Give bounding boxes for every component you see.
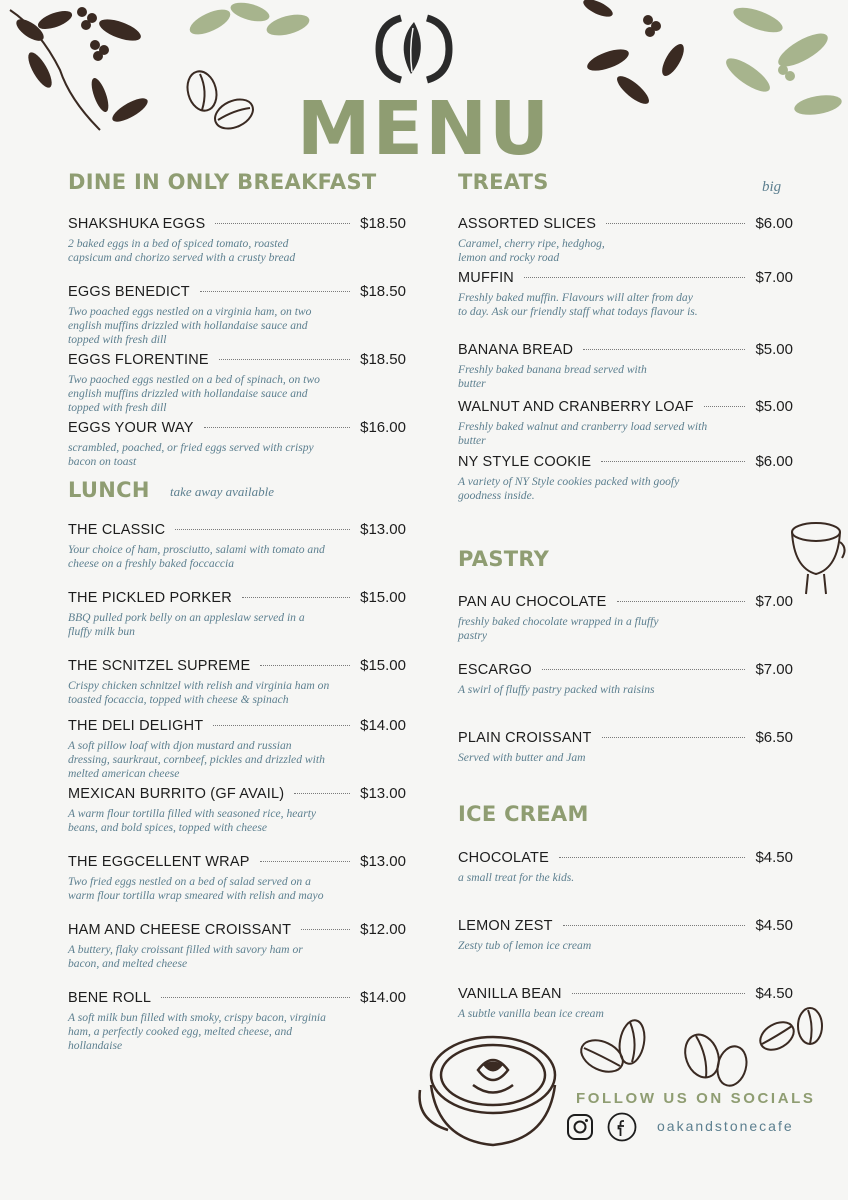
- item-name: THE EGGCELLENT WRAP: [68, 854, 250, 870]
- item-name: CHOCOLATE: [458, 850, 549, 866]
- instagram-icon[interactable]: [566, 1113, 594, 1141]
- espresso-cup-illustration: [786, 518, 848, 598]
- item-name: ASSORTED SLICES: [458, 216, 597, 232]
- item-price: $4.50: [755, 849, 793, 866]
- item-price: $7.00: [755, 661, 793, 678]
- item-price: $6.00: [755, 215, 793, 232]
- green-leaves-illustration-top-left: [180, 0, 320, 55]
- item-description: freshly baked chocolate wrapped in a fluffy pastry: [458, 615, 659, 642]
- ice-cream-heading: ICE CREAM: [458, 802, 589, 826]
- menu-item: [68, 351, 406, 415]
- menu-item: [68, 283, 406, 347]
- leader-dots: [572, 993, 746, 994]
- menu-item: [458, 985, 793, 1021]
- item-description: Served with butter and Jam: [458, 751, 586, 764]
- leader-dots: [617, 601, 746, 602]
- leader-dots: [242, 597, 350, 598]
- item-description: BBQ pulled pork belly on an appleslaw served in a fluffy milk bun: [68, 611, 305, 638]
- menu-item: [68, 589, 406, 639]
- menu-item: [68, 853, 406, 903]
- item-name: EGGS YOUR WAY: [68, 420, 194, 436]
- item-description: Freshly baked banana bread served with butter: [458, 363, 647, 390]
- item-price: $7.00: [755, 593, 793, 610]
- item-name: PLAIN CROISSANT: [458, 730, 592, 746]
- menu-item: [458, 453, 793, 503]
- item-description: A variety of NY Style cookies packed with goofy goodness inside.: [458, 475, 680, 502]
- menu-item: [458, 215, 793, 265]
- item-name: WALNUT AND CRANBERRY LOAF: [458, 399, 694, 415]
- menu-title: MENU: [296, 86, 552, 172]
- item-description: Crispy chicken schnitzel with relish and virginia ham on toasted focaccia, topped with cheese & spinach: [68, 679, 330, 706]
- leader-dots: [213, 725, 350, 726]
- item-price: $6.00: [755, 453, 793, 470]
- item-name: PAN AU CHOCOLATE: [458, 594, 607, 610]
- menu-item: [68, 657, 406, 707]
- item-price: $15.00: [360, 589, 406, 606]
- leader-dots: [219, 359, 350, 360]
- item-description: Freshly baked muffin. Flavours will alter from day to day. Ask our friendly staff what todays flavour is.: [458, 291, 698, 318]
- leader-dots: [704, 406, 746, 407]
- item-name: MEXICAN BURRITO (GF AVAIL): [68, 786, 285, 802]
- leaf-logo-icon: [375, 14, 453, 84]
- menu-item: [458, 661, 793, 697]
- item-description: Freshly baked walnut and cranberry load served with butter: [458, 420, 708, 447]
- menu-item: [458, 917, 793, 953]
- item-description: a small treat for the kids.: [458, 871, 575, 884]
- leader-dots: [601, 461, 745, 462]
- item-description: Zesty tub of lemon ice cream: [458, 939, 592, 952]
- item-price: $6.50: [755, 729, 793, 746]
- social-handle[interactable]: oakandstonecafe: [657, 1118, 794, 1134]
- item-price: $5.00: [755, 341, 793, 358]
- item-description: A buttery, flaky croissant filled with savory ham or bacon, and melted cheese: [68, 943, 303, 970]
- item-price: $4.50: [755, 985, 793, 1002]
- menu-item: [458, 269, 793, 319]
- item-description: A swirl of fluffy pastry packed with raisins: [458, 683, 655, 696]
- latte-cup-illustration: [408, 1030, 578, 1155]
- item-description: A warm flour tortilla filled with seasoned rice, hearty beans, and bold spices, topped with cheese: [68, 807, 317, 834]
- item-name: HAM AND CHEESE CROISSANT: [68, 922, 292, 938]
- item-price: $13.00: [360, 853, 406, 870]
- leader-dots: [215, 223, 350, 224]
- menu-item: [68, 717, 406, 781]
- lunch-heading: LUNCH: [68, 478, 150, 502]
- item-name: VANILLA BEAN: [458, 986, 562, 1002]
- item-price: $4.50: [755, 917, 793, 934]
- leader-dots: [175, 529, 350, 530]
- item-description: scrambled, poached, or fried eggs served with crispy bacon on toast: [68, 441, 314, 468]
- item-price: $5.00: [755, 398, 793, 415]
- pastry-heading: PASTRY: [458, 547, 550, 571]
- item-name: EGGS FLORENTINE: [68, 352, 209, 368]
- item-description: A soft pillow loaf with djon mustard and russian dressing, saurkraut, cornbeef, pickles and drizzled with melted american cheese: [68, 739, 325, 780]
- leader-dots: [200, 291, 350, 292]
- item-price: $18.50: [360, 215, 406, 232]
- item-name: THE SCNITZEL SUPREME: [68, 658, 251, 674]
- item-name: BANANA BREAD: [458, 342, 574, 358]
- menu-item: [458, 398, 793, 448]
- item-price: $14.00: [360, 717, 406, 734]
- menu-item: [68, 215, 406, 265]
- item-description: Two fried eggs nestled on a bed of salad served on a warm flour tortilla wrap smeared with relish and mayo: [68, 875, 324, 902]
- item-price: $16.00: [360, 419, 406, 436]
- menu-item: [458, 341, 793, 391]
- leader-dots: [294, 793, 350, 794]
- item-name: THE DELI DELIGHT: [68, 718, 204, 734]
- leader-dots: [542, 669, 746, 670]
- leader-dots: [602, 737, 746, 738]
- leader-dots: [524, 277, 745, 278]
- socials-heading: FOLLOW US ON SOCIALS: [576, 1090, 816, 1107]
- item-name: SHAKSHUKA EGGS: [68, 216, 206, 232]
- item-name: MUFFIN: [458, 270, 514, 286]
- item-name: LEMON ZEST: [458, 918, 553, 934]
- menu-item: [68, 419, 406, 469]
- item-name: THE PICKLED PORKER: [68, 590, 232, 606]
- item-description: Caramel, cherry ripe, hedghog, lemon and rocky road: [458, 237, 605, 264]
- item-description: Two poached eggs nestled on a virginia ham, on two english muffins drizzled with hollandaise sauce and topped with fresh dill: [68, 305, 312, 346]
- item-price: $7.00: [755, 269, 793, 286]
- item-name: BENE ROLL: [68, 990, 152, 1006]
- item-name: NY STYLE COOKIE: [458, 454, 592, 470]
- leader-dots: [301, 929, 350, 930]
- item-price: $18.50: [360, 351, 406, 368]
- breakfast-heading: DINE IN ONLY BREAKFAST: [68, 170, 377, 194]
- leader-dots: [559, 857, 745, 858]
- leader-dots: [583, 349, 745, 350]
- leader-dots: [606, 223, 745, 224]
- item-description: 2 baked eggs in a bed of spiced tomato, roasted capsicum and chorizo served with a crusty bread: [68, 237, 296, 264]
- item-price: $13.00: [360, 785, 406, 802]
- item-name: THE CLASSIC: [68, 522, 166, 538]
- item-price: $14.00: [360, 989, 406, 1006]
- leader-dots: [260, 665, 350, 666]
- menu-item: [68, 921, 406, 971]
- item-description: Two paoched eggs nestled on a bed of spinach, on two english muffins drizzled with hollandaise sauce and topped with fresh dill: [68, 373, 320, 414]
- menu-item: [68, 989, 406, 1053]
- item-description: Your choice of ham, prosciutto, salami with tomato and cheese on a freshly baked foccaccia: [68, 543, 325, 570]
- menu-item: [68, 521, 406, 571]
- item-price: $15.00: [360, 657, 406, 674]
- item-name: EGGS BENEDICT: [68, 284, 190, 300]
- item-price: $13.00: [360, 521, 406, 538]
- facebook-icon[interactable]: [607, 1112, 637, 1142]
- menu-item: [68, 785, 406, 835]
- item-description: A subtle vanilla bean ice cream: [458, 1007, 604, 1020]
- treats-note: big: [762, 179, 782, 195]
- item-price: $18.50: [360, 283, 406, 300]
- leader-dots: [563, 925, 746, 926]
- leader-dots: [260, 861, 351, 862]
- item-price: $12.00: [360, 921, 406, 938]
- lunch-note: take away available: [170, 484, 274, 499]
- menu-item: [458, 849, 793, 885]
- leader-dots: [161, 997, 350, 998]
- treats-heading: TREATS: [458, 170, 549, 194]
- menu-item: [458, 593, 793, 643]
- item-name: ESCARGO: [458, 662, 532, 678]
- menu-item: [458, 729, 793, 765]
- item-description: A soft milk bun filled with smoky, crispy bacon, virginia ham, a perfectly cooked egg, melted cheese, and hollandaise: [68, 1011, 326, 1052]
- leader-dots: [204, 427, 351, 428]
